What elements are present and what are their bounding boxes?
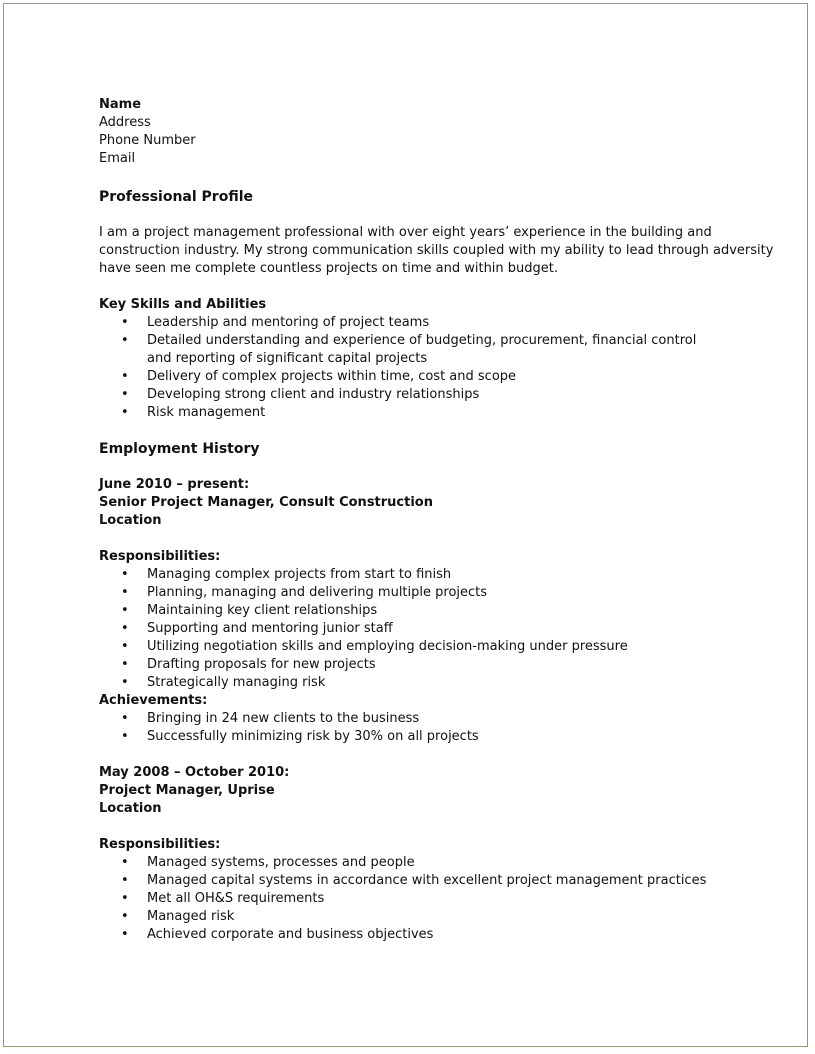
bullet-icon: • bbox=[121, 405, 129, 420]
responsibilities-label: Responsibilities: bbox=[99, 549, 221, 564]
job-title: Project Manager, Uprise bbox=[99, 783, 275, 798]
bullet-icon: • bbox=[121, 873, 129, 888]
job-location: Location bbox=[99, 801, 162, 816]
job-entry-1 bbox=[99, 476, 759, 746]
achievements-label: Achievements: bbox=[99, 693, 208, 708]
list-item: • Developing strong client and industry relationships bbox=[121, 387, 480, 402]
list-item: • Successfully minimizing risk by 30% on all projects bbox=[121, 729, 479, 744]
bullet-icon: • bbox=[121, 855, 129, 870]
bullet-icon: • bbox=[121, 711, 129, 726]
bullet-icon: • bbox=[121, 675, 129, 690]
list-item: • Planning, managing and delivering multiple projects bbox=[121, 585, 488, 600]
bullet-icon: • bbox=[121, 369, 129, 384]
job-location: Location bbox=[99, 513, 162, 528]
skills-heading: Key Skills and Abilities bbox=[99, 297, 267, 312]
contact-address: Address bbox=[99, 115, 151, 130]
list-item: • Delivery of complex projects within time, cost and scope bbox=[121, 369, 517, 384]
responsibilities-label: Responsibilities: bbox=[99, 837, 221, 852]
contact-phone: Phone Number bbox=[99, 133, 196, 148]
list-item: • Achieved corporate and business objectives bbox=[121, 927, 434, 942]
bullet-icon: • bbox=[121, 567, 129, 582]
profile-line-1: I am a project management professional with over eight years’ experience in the building and bbox=[99, 225, 712, 240]
list-item: • Strategically managing risk bbox=[121, 675, 326, 690]
profile-line-2: construction industry. My strong communication skills coupled with my ability to lead through adversity bbox=[99, 243, 774, 258]
list-item: • Met all OH&S requirements bbox=[121, 891, 325, 906]
list-item: • Risk management bbox=[121, 405, 266, 420]
bullet-icon: • bbox=[121, 315, 129, 330]
list-item: • Drafting proposals for new projects bbox=[121, 657, 376, 672]
skills-list bbox=[99, 314, 759, 422]
bullet-icon: • bbox=[121, 909, 129, 924]
list-item: • Managed systems, processes and people bbox=[121, 855, 415, 870]
list-item: • Utilizing negotiation skills and employing decision-making under pressure bbox=[121, 639, 628, 654]
bullet-icon: • bbox=[121, 603, 129, 618]
job-dates: May 2008 – October 2010: bbox=[99, 765, 290, 780]
list-item: • Bringing in 24 new clients to the business bbox=[121, 711, 420, 726]
responsibilities-list bbox=[99, 854, 759, 944]
job-entry-2 bbox=[99, 764, 759, 944]
bullet-icon: • bbox=[121, 657, 129, 672]
job-dates: June 2010 – present: bbox=[99, 477, 250, 492]
bullet-icon: • bbox=[121, 927, 129, 942]
bullet-icon: • bbox=[121, 729, 129, 744]
profile-heading: Professional Profile bbox=[99, 189, 253, 205]
achievements-list bbox=[99, 710, 759, 746]
bullet-icon: • bbox=[121, 387, 129, 402]
list-item: • Leadership and mentoring of project teams bbox=[121, 315, 430, 330]
bullet-icon: • bbox=[121, 333, 129, 348]
profile-line-3: have seen me complete countless projects on time and within budget. bbox=[99, 261, 559, 276]
list-item: • Managed capital systems in accordance with excellent project management practices bbox=[121, 873, 707, 888]
list-item: • Managed risk bbox=[121, 909, 235, 924]
job-title: Senior Project Manager, Consult Construction bbox=[99, 495, 433, 510]
contact-email: Email bbox=[99, 151, 136, 166]
bullet-icon: • bbox=[121, 891, 129, 906]
list-item: • Supporting and mentoring junior staff bbox=[121, 621, 393, 636]
list-item: • Managing complex projects from start to finish bbox=[121, 567, 452, 582]
list-item: • Detailed understanding and experience of budgeting, procurement, financial control and reporting of significant capital projects bbox=[121, 333, 697, 366]
resume-content bbox=[99, 96, 774, 944]
bullet-icon: • bbox=[121, 621, 129, 636]
bullet-icon: • bbox=[121, 585, 129, 600]
bullet-icon: • bbox=[121, 639, 129, 654]
responsibilities-list bbox=[99, 566, 759, 692]
employment-heading: Employment History bbox=[99, 441, 260, 457]
contact-name: Name bbox=[99, 97, 142, 112]
list-item: • Maintaining key client relationships bbox=[121, 603, 378, 618]
